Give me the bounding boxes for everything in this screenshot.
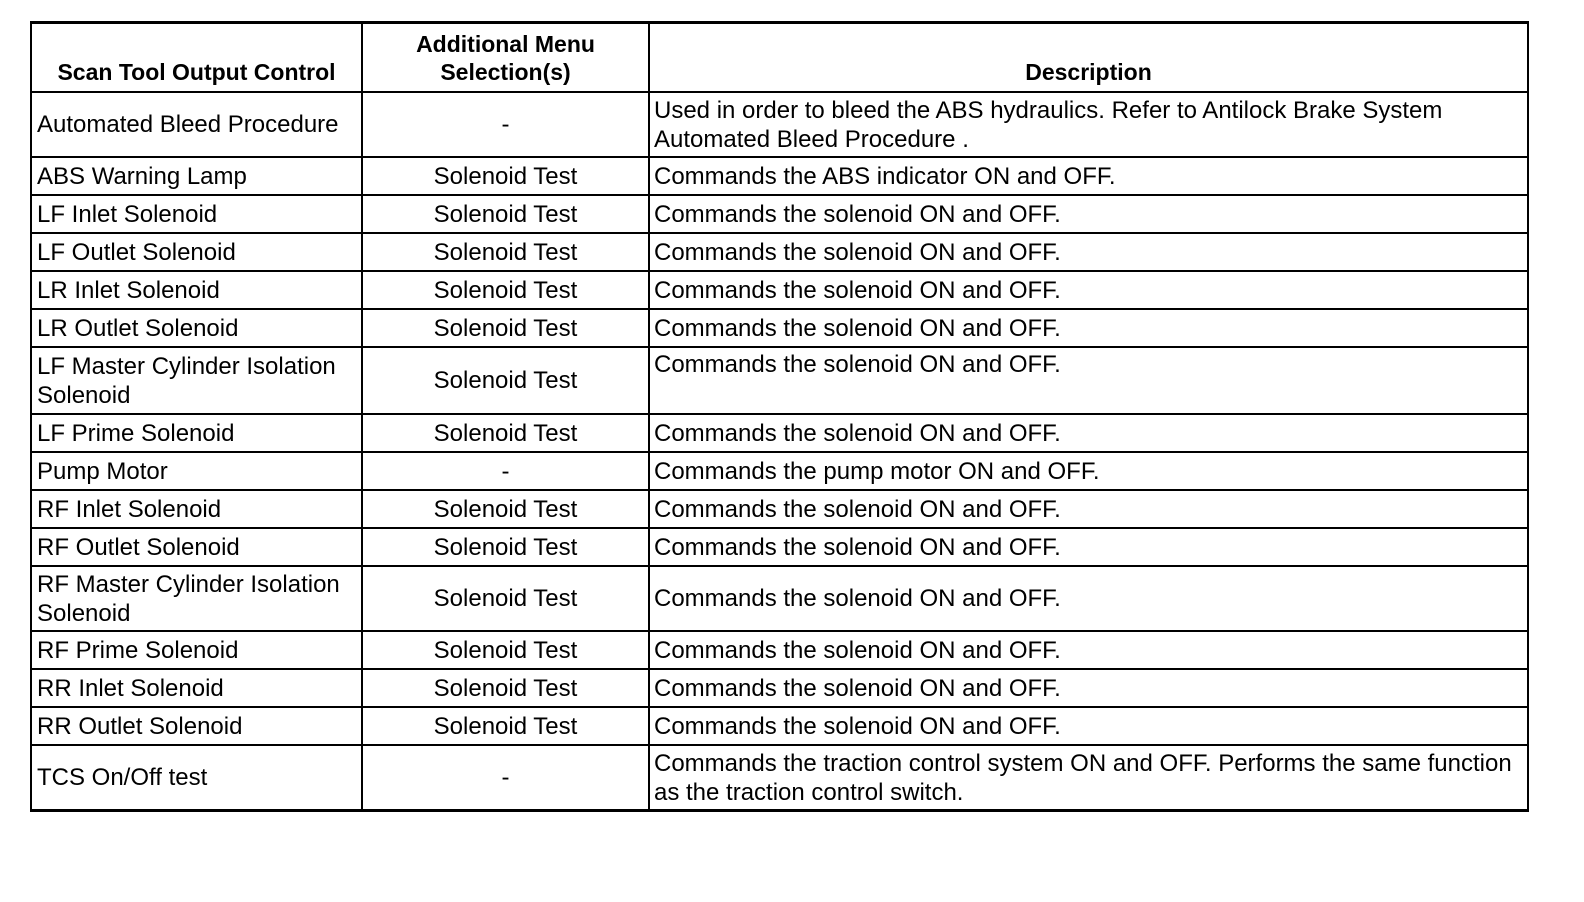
cell-menu: Solenoid Test xyxy=(362,347,649,414)
table-row xyxy=(31,745,1528,811)
cell-control: LR Outlet Solenoid xyxy=(31,309,362,347)
table-row xyxy=(31,414,1528,452)
table-row xyxy=(31,233,1528,271)
cell-menu: Solenoid Test xyxy=(362,414,649,452)
table-row xyxy=(31,669,1528,707)
cell-description: Used in order to bleed the ABS hydraulics. Refer to Antilock Brake System Automated Bleed Procedure . xyxy=(649,92,1528,157)
cell-description: Commands the solenoid ON and OFF. xyxy=(649,347,1528,414)
cell-description: Commands the traction control system ON and OFF. Performs the same function as the traction control switch. xyxy=(649,745,1528,811)
cell-description: Commands the solenoid ON and OFF. xyxy=(649,309,1528,347)
header-description: Description xyxy=(649,23,1528,93)
cell-menu: Solenoid Test xyxy=(362,233,649,271)
cell-description: Commands the solenoid ON and OFF. xyxy=(649,490,1528,528)
cell-control: ABS Warning Lamp xyxy=(31,157,362,195)
cell-menu: Solenoid Test xyxy=(362,157,649,195)
cell-control: Pump Motor xyxy=(31,452,362,490)
cell-menu: Solenoid Test xyxy=(362,669,649,707)
cell-description: Commands the solenoid ON and OFF. xyxy=(649,233,1528,271)
cell-menu: Solenoid Test xyxy=(362,566,649,631)
cell-description: Commands the solenoid ON and OFF. xyxy=(649,414,1528,452)
cell-description: Commands the solenoid ON and OFF. xyxy=(649,707,1528,745)
table-row xyxy=(31,631,1528,669)
cell-control: RR Outlet Solenoid xyxy=(31,707,362,745)
cell-description: Commands the solenoid ON and OFF. xyxy=(649,271,1528,309)
cell-menu: Solenoid Test xyxy=(362,271,649,309)
cell-control: TCS On/Off test xyxy=(31,745,362,811)
cell-description: Commands the solenoid ON and OFF. xyxy=(649,631,1528,669)
table-row xyxy=(31,195,1528,233)
cell-control: LR Inlet Solenoid xyxy=(31,271,362,309)
cell-menu: Solenoid Test xyxy=(362,490,649,528)
cell-control: RF Prime Solenoid xyxy=(31,631,362,669)
cell-menu: - xyxy=(362,745,649,811)
cell-menu: Solenoid Test xyxy=(362,195,649,233)
cell-control: RF Outlet Solenoid xyxy=(31,528,362,566)
output-control-table-container xyxy=(30,21,1527,812)
cell-description: Commands the pump motor ON and OFF. xyxy=(649,452,1528,490)
cell-control: LF Outlet Solenoid xyxy=(31,233,362,271)
cell-description: Commands the solenoid ON and OFF. xyxy=(649,566,1528,631)
cell-control: LF Inlet Solenoid xyxy=(31,195,362,233)
cell-control: RR Inlet Solenoid xyxy=(31,669,362,707)
table-row xyxy=(31,309,1528,347)
cell-menu: Solenoid Test xyxy=(362,707,649,745)
table-header-row xyxy=(31,23,1528,93)
header-additional-menu-selections: Additional Menu Selection(s) xyxy=(362,23,649,93)
cell-control: Automated Bleed Procedure xyxy=(31,92,362,157)
output-control-table xyxy=(30,21,1529,812)
table-row xyxy=(31,490,1528,528)
table-row xyxy=(31,271,1528,309)
cell-menu: - xyxy=(362,92,649,157)
cell-menu: Solenoid Test xyxy=(362,528,649,566)
table-row xyxy=(31,528,1528,566)
cell-control: RF Master Cylinder Isolation Solenoid xyxy=(31,566,362,631)
cell-control: RF Inlet Solenoid xyxy=(31,490,362,528)
table-row xyxy=(31,157,1528,195)
cell-description: Commands the solenoid ON and OFF. xyxy=(649,195,1528,233)
table-row xyxy=(31,92,1528,157)
table-row xyxy=(31,347,1528,414)
table-row xyxy=(31,566,1528,631)
header-scan-tool-output-control: Scan Tool Output Control xyxy=(31,23,362,93)
cell-control: LF Master Cylinder Isolation Solenoid xyxy=(31,347,362,414)
table-row xyxy=(31,452,1528,490)
cell-description: Commands the solenoid ON and OFF. xyxy=(649,528,1528,566)
cell-menu: - xyxy=(362,452,649,490)
cell-description: Commands the solenoid ON and OFF. xyxy=(649,669,1528,707)
cell-description: Commands the ABS indicator ON and OFF. xyxy=(649,157,1528,195)
cell-menu: Solenoid Test xyxy=(362,631,649,669)
cell-menu: Solenoid Test xyxy=(362,309,649,347)
table-row xyxy=(31,707,1528,745)
cell-control: LF Prime Solenoid xyxy=(31,414,362,452)
